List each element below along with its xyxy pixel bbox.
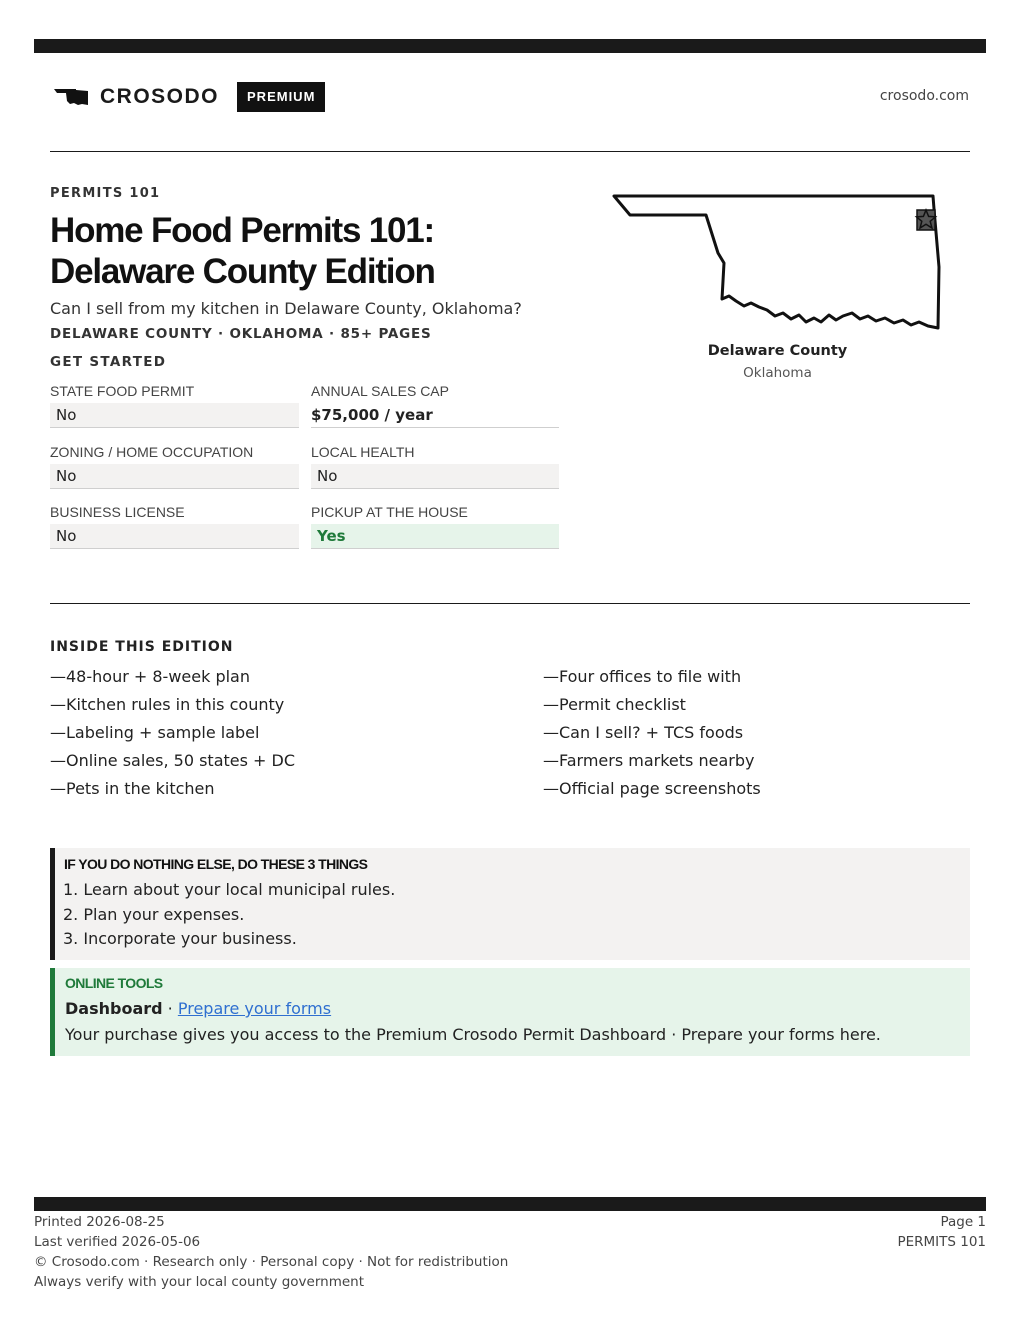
title-line-2: Delaware County Edition <box>50 252 435 291</box>
three-things-callout <box>50 848 970 960</box>
permit-value: No <box>50 403 299 428</box>
permit-value: No <box>50 524 299 549</box>
permit-label: ZONING / HOME OCCUPATION <box>50 444 254 460</box>
permit-label: PICKUP AT THE HOUSE <box>311 504 468 520</box>
list-item: 1. Learn about your local municipal rules. <box>63 880 396 899</box>
list-item: —Farmers markets nearby <box>543 751 755 770</box>
permit-local-health <box>311 442 559 489</box>
list-item: 2. Plan your expenses. <box>63 904 245 924</box>
site-url[interactable]: crosodo.com <box>879 88 969 104</box>
tools-description: Your purchase gives you access to the Premium Crosodo Permit Dashboard · Prepare your forms here. <box>65 1025 881 1044</box>
contents-list-left <box>50 665 510 805</box>
map-county-label: Delaware County <box>707 343 848 359</box>
permit-label: STATE FOOD PERMIT <box>50 383 195 399</box>
callout-heading: IF YOU DO NOTHING ELSE, DO THESE 3 THINGS <box>64 856 368 872</box>
footer-left <box>34 1212 508 1292</box>
brand-name: CROSODO <box>100 85 220 108</box>
permit-value: $75,000 / year <box>311 403 559 428</box>
permit-value: Yes <box>311 524 559 549</box>
contents-list-right <box>543 665 963 805</box>
get-started-heading: GET STARTED <box>50 354 167 370</box>
title-line-1: Home Food Permits 101: <box>50 211 434 250</box>
list-item: —48-hour + 8-week plan <box>50 667 250 686</box>
tools-heading: ONLINE TOOLS <box>65 975 163 991</box>
footer-section: PERMITS 101 <box>897 1234 986 1250</box>
dashboard-label: Dashboard <box>65 999 163 1018</box>
list-item: —Labeling + sample label <box>50 723 260 742</box>
oklahoma-silhouette-icon <box>54 88 88 106</box>
permit-value: No <box>50 464 299 489</box>
list-item: —Permit checklist <box>543 695 686 714</box>
footer-right <box>897 1212 986 1252</box>
header-divider <box>50 151 970 152</box>
tools-links-line <box>65 999 331 1018</box>
permit-label: ANNUAL SALES CAP <box>311 383 449 399</box>
premium-badge: PREMIUM <box>237 82 325 112</box>
permit-zoning <box>50 442 299 489</box>
permit-business-license <box>50 502 299 549</box>
list-item: —Can I sell? + TCS foods <box>543 723 744 742</box>
permit-label: BUSINESS LICENSE <box>50 504 185 520</box>
verify-note: Always verify with your local county government <box>34 1274 364 1290</box>
page-subtitle: Can I sell from my kitchen in Delaware County, Oklahoma? <box>50 299 522 318</box>
top-bar <box>34 39 986 53</box>
permit-value: No <box>311 464 559 489</box>
callout-steps <box>63 878 395 952</box>
permit-sales-cap <box>311 381 559 428</box>
map-state-label: Oklahoma <box>743 365 812 381</box>
link-separator: · <box>162 999 178 1018</box>
prepare-forms-link[interactable]: Prepare your forms <box>177 999 332 1018</box>
page-title <box>50 210 570 292</box>
brand-header[interactable] <box>54 82 325 112</box>
list-item: —Online sales, 50 states + DC <box>50 751 296 770</box>
inside-heading: INSIDE THIS EDITION <box>50 639 234 655</box>
online-tools-panel <box>50 968 970 1056</box>
permit-pickup <box>311 502 559 549</box>
section-divider <box>50 603 970 604</box>
list-item: —Kitchen rules in this county <box>50 695 285 714</box>
copyright: © Crosodo.com · Research only · Personal copy · Not for redistribution <box>34 1254 509 1270</box>
list-item: —Official page screenshots <box>543 779 761 798</box>
permit-state-food <box>50 381 299 428</box>
section-kicker: PERMITS 101 <box>50 186 161 201</box>
oklahoma-outline <box>600 185 950 345</box>
list-item: —Pets in the kitchen <box>50 779 215 798</box>
verified-date: Last verified 2026-05-06 <box>34 1234 201 1250</box>
edition-meta: DELAWARE COUNTY · OKLAHOMA · 85+ PAGES <box>50 326 432 342</box>
state-map <box>600 185 950 345</box>
page-number: Page 1 <box>940 1214 986 1230</box>
list-item: —Four offices to file with <box>543 667 742 686</box>
list-item: 3. Incorporate your business. <box>63 929 297 948</box>
footer-bar <box>34 1197 986 1211</box>
permit-label: LOCAL HEALTH <box>311 444 415 460</box>
printed-date: Printed 2026-08-25 <box>34 1214 165 1230</box>
